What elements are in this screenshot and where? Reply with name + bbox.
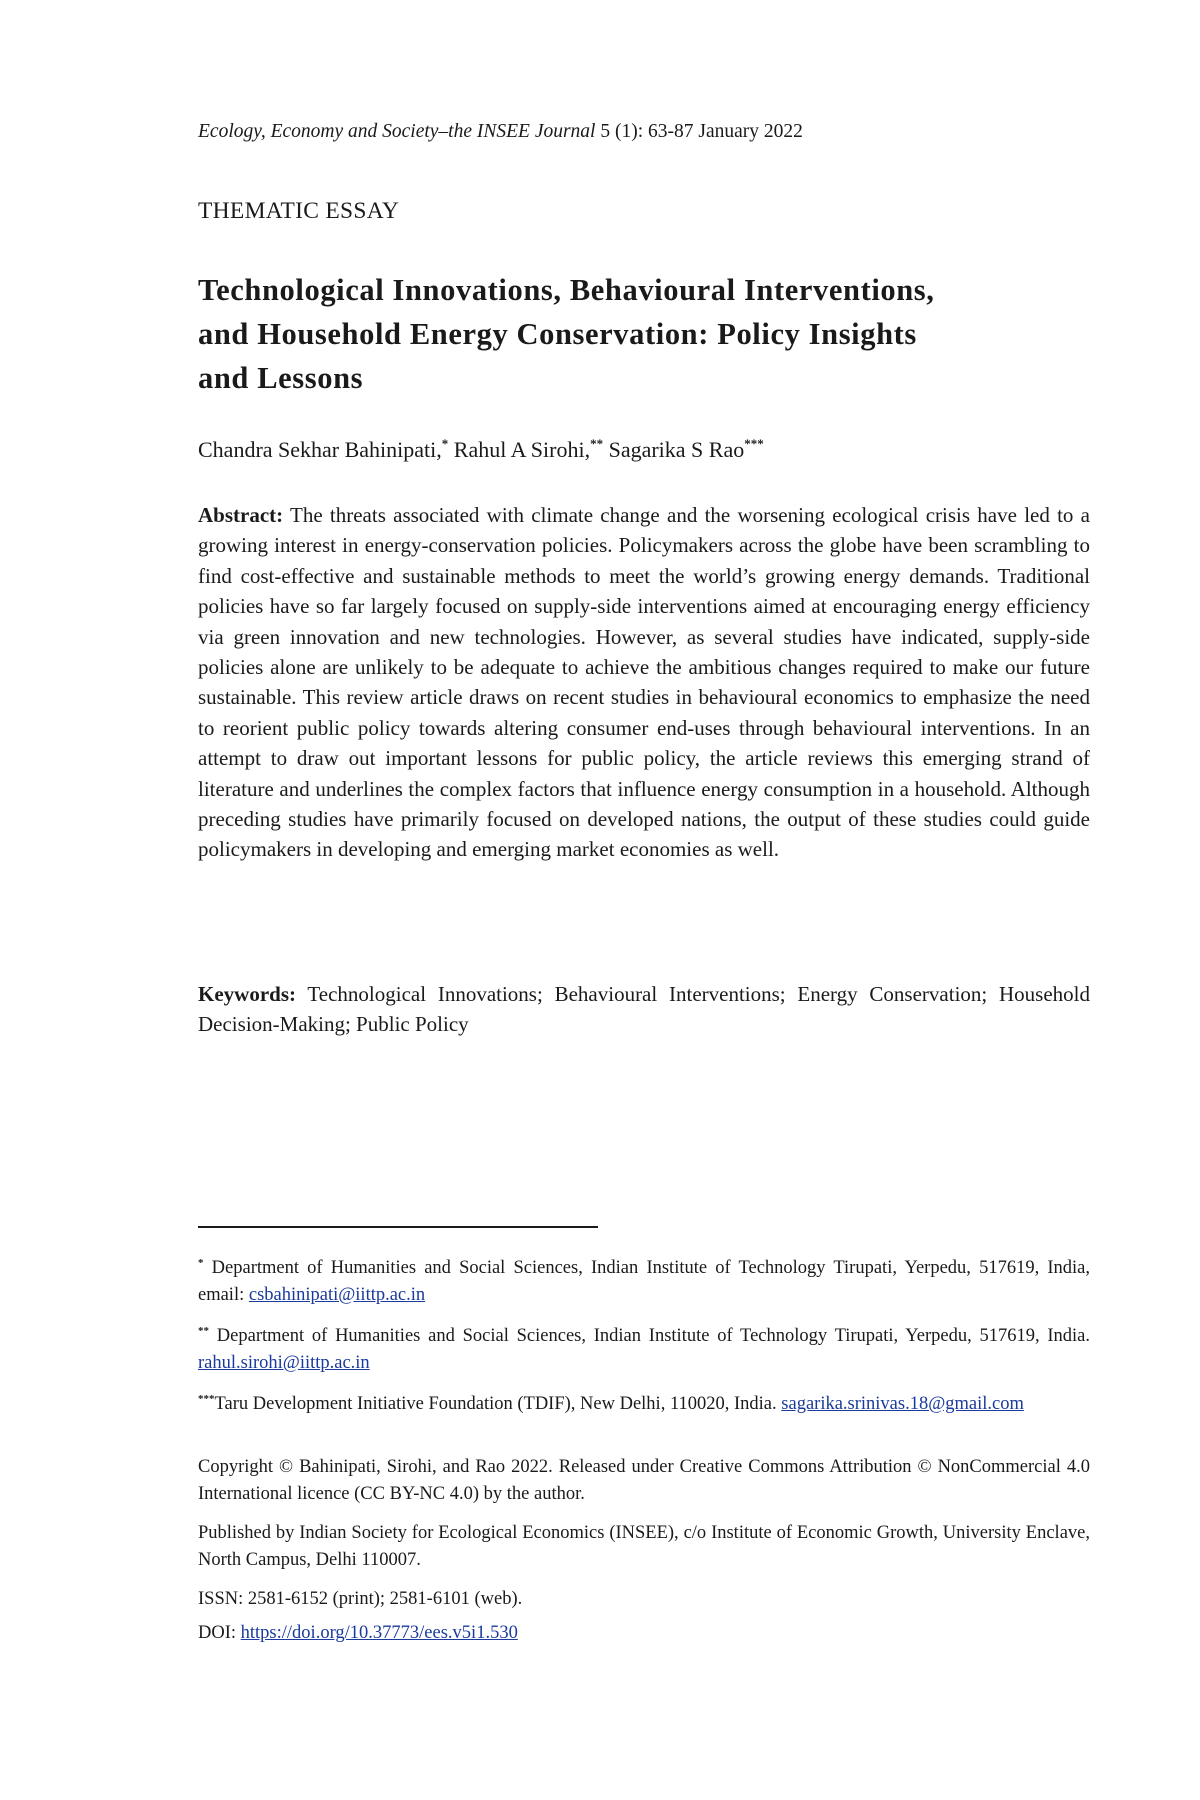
title-line-3: and Lessons <box>198 361 364 395</box>
footnote-text: Taru Development Initiative Foundation (TDIF), New Delhi, 110020, India. <box>214 1394 782 1414</box>
footnote-mark: * <box>198 1257 204 1269</box>
author-name: Rahul A Sirohi, <box>453 437 591 462</box>
email-link[interactable]: rahul.sirohi@iittp.ac.in <box>198 1353 370 1373</box>
journal-issue: 5 (1): 63-87 January 2022 <box>595 121 803 142</box>
footnote-mark: ** <box>198 1325 209 1337</box>
title-line-2: and Household Energy Conservation: Policy Insights <box>198 317 917 351</box>
footnote-divider <box>198 1226 598 1228</box>
author-footnote-mark[interactable]: * <box>441 436 449 451</box>
doi-link[interactable]: https://doi.org/10.37773/ees.v5i1.530 <box>240 1623 518 1643</box>
keywords <box>198 979 1090 1039</box>
keywords-text: Technological Innovations; Behavioural Interventions; Energy Conservation; Household Decision-Making; Public Policy <box>198 982 1091 1036</box>
abstract-label: Abstract: <box>198 503 284 527</box>
journal-name: Ecology, Economy and Society–the INSEE Journal <box>198 121 596 142</box>
copyright-notice: Copyright © Bahinipati, Sirohi, and Rao 2022. Released under Creative Commons Attribution © NonCommercial 4.0 International licence (CC BY-NC 4.0) by the author. <box>198 1457 1090 1504</box>
title-line-1: Technological Innovations, Behavioural Interventions, <box>198 273 935 307</box>
footnote-text: Department of Humanities and Social Sciences, Indian Institute of Technology Tirupati, Yerpedu, 517619, India. <box>216 1326 1091 1346</box>
section-label: THEMATIC ESSAY <box>198 198 400 224</box>
email-link[interactable]: sagarika.srinivas.18@gmail.com <box>781 1394 1024 1414</box>
footnote-affiliation-3 <box>198 1386 1090 1418</box>
keywords-label: Keywords: <box>198 982 296 1006</box>
email-link[interactable]: csbahinipati@iittp.ac.in <box>248 1285 426 1305</box>
doi-label: DOI: <box>198 1623 241 1643</box>
author-footnote-mark[interactable]: ** <box>590 436 604 451</box>
doi-line <box>198 1620 1090 1647</box>
footnote-mark: *** <box>198 1393 215 1405</box>
publisher-note: Published by Indian Society for Ecological Economics (INSEE), c/o Institute of Economic Growth, University Enclave, North Campus, Delhi 110007. <box>198 1523 1090 1570</box>
footnote-text: Department of Humanities and Social Sciences, Indian Institute of Technology Tirupati, Yerpedu, 517619, India, email: <box>198 1258 1091 1305</box>
author-name: Chandra Sekhar Bahinipati, <box>198 437 442 462</box>
issn-line: ISSN: 2581-6152 (print); 2581-6101 (web). <box>198 1589 523 1609</box>
abstract-text: The threats associated with climate change and the worsening ecological crisis have led to a growing interest in energy-conservation policies. Policymakers across the globe have been scrambling to find cost-effective and sustainable methods to meet the world’s growing energy demands. Traditional policies have so far largely focused on supply-side interventions aimed at encouraging energy efficiency via green innovation and new technologies. However, as several studies have indicated, supply-side policies alone are unlikely to be adequate to achieve the ambitious changes required to make our future sustainable. This review article draws on recent studies in behavioural economics to emphasize the need to reorient public policy towards altering consumer end-uses through behavioural interventions. In an attempt to draw out important lessons for public policy, the article reviews this emerging strand of literature and underlines the complex factors that influence energy consumption in a household. Although preceding studies have primarily focused on developed nations, the output of these studies could guide policymakers in developing and emerging market economies as well. <box>198 503 1090 862</box>
author-list <box>198 436 764 463</box>
footnote-affiliation-1 <box>198 1250 1090 1309</box>
paper-page <box>198 0 1090 1800</box>
journal-citation <box>198 121 803 143</box>
footnote-affiliation-2 <box>198 1318 1090 1377</box>
paper-title <box>198 268 1090 400</box>
abstract <box>198 500 1090 865</box>
author-footnote-mark[interactable]: *** <box>744 436 764 451</box>
author-name: Sagarika S Rao <box>608 437 745 462</box>
